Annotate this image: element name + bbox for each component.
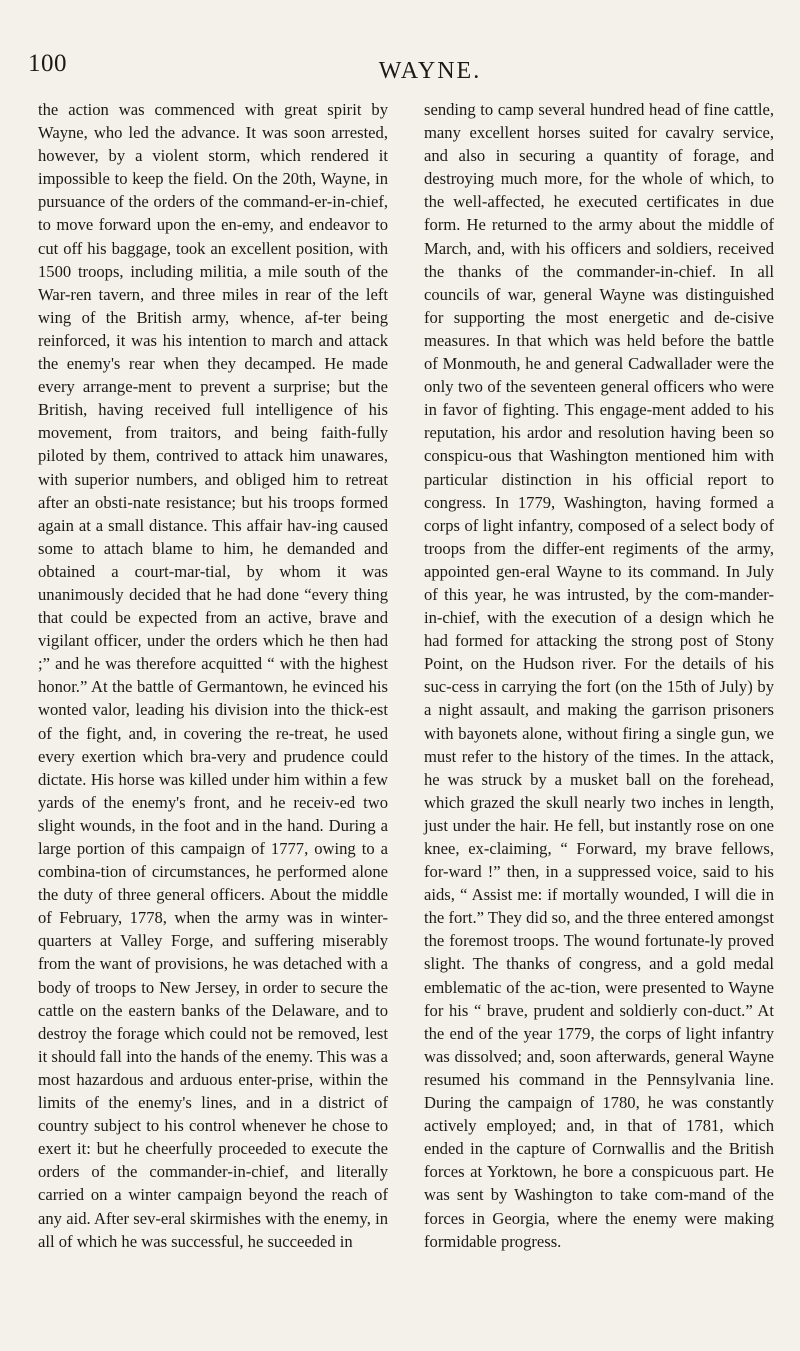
right-column-text: sending to camp several hundred head of fine cattle, many excellent horses suited for cavalry service, and also in securing a quantity of forage, and destroying much more, for the whole of which, to the well-affected, he executed certificates in due form. He returned to the army about the middle of March, and, with his officers and soldiers, received the thanks of the commander-in-chief. In all councils of war, general Wayne was distinguished for supporting the most energetic and de-cisive measures. In that which was held before the battle of Monmouth, he and general Cadwallader were the only two of the seventeen general officers who were in favor of fighting. This engage-ment added to his reputation, his ardor and resolution having been so conspicu-ous that Washington mentioned him with particular distinction in his official report to congress. In 1779, Washington, having formed a corps of light infantry, composed of a select body of troops from the differ-ent regiments of the army, appointed gen-eral Wayne to its command. In July of this year, he was intrusted, by the com-mander-in-chief, with the execution of a design which he had formed for attacking the strong post of Stony Point, on the Hudson river. For the details of his suc-cess in carrying the fort (on the 15th of July) by a night assault, and making the garrison prisoners with bayonets alone, without firing a single gun, we must refer to the history of the times. In the attack, he was struck by a musket ball on the forehead, which grazed the skull nearly two inches in length, just under the hair. He fell, but instantly rose on one knee, ex-claiming, “ Forward, my brave fellows, for-ward !” then, in a suppressed voice, said to his aids, “ Assist me: if mortally wounded, I will die in the fort.” They did so, and the three entered amongst the foremost troops. The wound fortunate-ly proved slight. The thanks of congress, and a gold medal emblematic of the ac-tion, were presented to Wayne for his “ brave, prudent and soldierly con-duct.” At the end of the year 1779, the corps of light infantry was dissolved; and, soon afterwards, general Wayne resumed his command in the Pennsylvania line. During the campaign of 1780, he was constantly actively employed; and, in that of 1781, which ended in the capture of Cornwallis and the British forces at Yorktown, he bore a conspicuous part. He was sent by Washington to take com-mand of the forces in Georgia, where the enemy were making formidable progress. <box>424 100 774 1251</box>
right-column <box>424 98 774 1253</box>
left-column <box>38 98 388 1253</box>
running-title: WAYNE. <box>378 58 482 84</box>
page-number: 100 <box>28 50 67 77</box>
left-column-text: the action was commenced with great spirit by Wayne, who led the advance. It was soon arrested, however, by a violent storm, which rendered it impossible to keep the field. On the 20th, Wayne, in pursuance of the orders of the command-er-in-chief, to move forward upon the en-emy, and endeavor to cut off his baggage, took an excellent position, with 1500 troops, including militia, a mile south of the War-ren tavern, and three miles in rear of the left wing of the British army, whence, af-ter being reinforced, it was his intention to march and attack the enemy's rear when they decamped. He made every arrange-ment to prevent a surprise; but the British, having received full intelligence of his movement, from traitors, and being faith-fully piloted by them, contrived to attack him unawares, with superior numbers, and obliged him to retreat after an obsti-nate resistance; but his troops formed again at a small distance. This affair hav-ing caused some to attach blame to him, he demanded and obtained a court-mar-tial, by whom it was unanimously decided that he had done “every thing that could be expected from an active, brave and vigilant officer, under the orders which he then had ;” and he was therefore acquitted “ with the highest honor.” At the battle of Germantown, he evinced his wonted valor, leading his division into the thick-est of the fight, and, in covering the re-treat, he used every exertion which bra-very and prudence could dictate. His horse was killed under him within a few yards of the enemy's front, and he receiv-ed two slight wounds, in the foot and in the hand. During a large portion of this campaign of 1777, owing to a combina-tion of circumstances, he performed alone the duty of three general officers. About the middle of February, 1778, when the army was in winter-quarters at Valley Forge, and suffering miserably from the want of provisions, he was detached with a body of troops to New Jersey, in order to secure the cattle on the eastern banks of the Delaware, and to destroy the forage which could not be removed, lest it should fall into the hands of the enemy. This was a most hazardous and arduous enter-prise, within the limits of the enemy's lines, and in a district of country subject to his control whenever he chose to exert it: but he cheerfully proceeded to execute the orders of the commander-in-chief, and literally carried on a winter campaign beyond the reach of any aid. After sev-eral skirmishes with the enemy, in all of which he was successful, he succeeded in <box>38 100 388 1251</box>
text-columns <box>38 98 774 1253</box>
